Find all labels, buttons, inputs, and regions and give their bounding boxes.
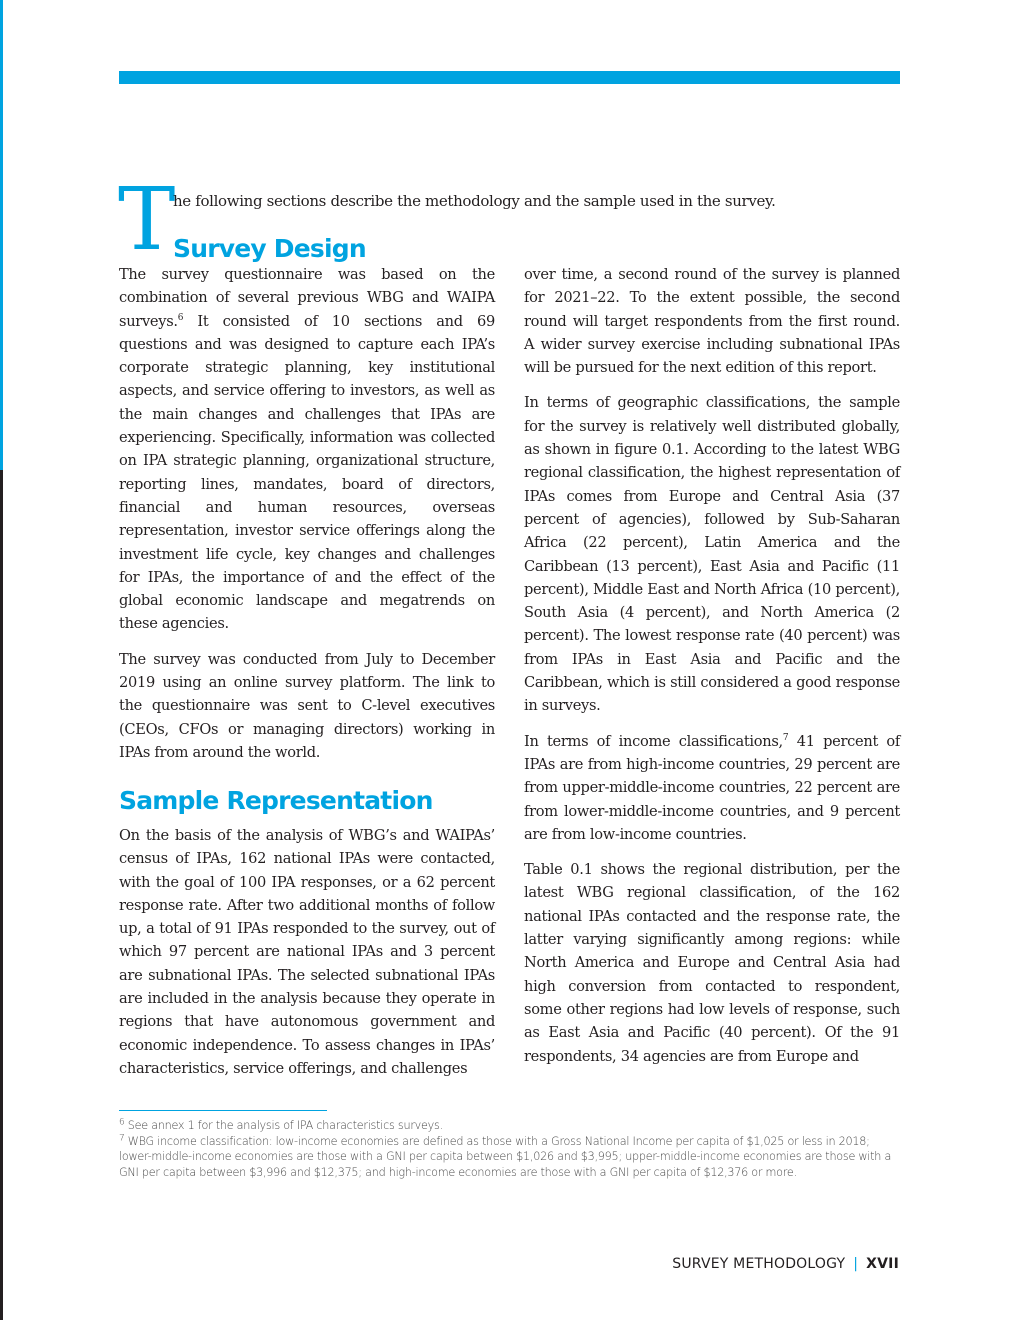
footer-section-title: SURVEY METHODOLOGY [672,1256,846,1272]
sample-paragraph-4: Table 0.1 shows the regional distribution, per the latest WBG regional classification, of the 162 national IPAs contacted and the response rate, the latter varying significantly among regions: while North America and Europe and Central Asia had high conversion from contacted to respondent, some other regions had low levels of response, such as East Asia and Pacific (40 percent). Of the 91 respondents, 34 agencies are from Europe and [524,861,900,1065]
sample-paragraph-1-continued: over time, a second round of the survey is planned for 2021–22. To the extent possible, the second round will target respondents from the first round. A wider survey exercise including subnational IPAs will be pursued for the next edition of this report. [524,266,900,377]
para-text: 41 percent of IPAs are from high-income countries, 29 percent are from upper-middle-income countries, 22 percent are from lower-middle-income countries, and 9 percent are from low-income countries. [524,732,900,843]
para-text: It consisted of 10 sections and 69 questions and was designed to capture each IPA’s corporate strategic planning, key institutional aspects, and service offering to investors, as well as the main changes and challenges that IPAs are experiencing. Specifically, information was collected on IPA strategic planning, organizational structure, reporting lines, mandates, board of directors, financial and human resources, overseas representation, investor service offerings along the investment life cycle, key changes and challenges for IPAs, the importance of and the effect of the global economic landscape and megatrends on these agencies. [119,312,495,633]
sample-paragraph-2: In terms of geographic classifications, the sample for the survey is relatively well distributed globally, as shown in figure 0.1. According to the latest WBG regional classification, the highest representation of IPAs comes from Europe and Central Asia (37 percent of agencies), followed by Sub-Saharan Africa (22 percent), Latin America and the Caribbean (13 percent), East Asia and Pacific (11 percent), Middle East and North Africa (10 percent), South Asia (4 percent), and North America (2 percent). The lowest response rate (40 percent) was from IPAs in East Asia and Pacific and the Caribbean, which is still considered a good response in surveys. [524,394,900,715]
heading-survey-design: Survey Design [173,234,366,263]
drop-cap: T [118,170,176,270]
survey-design-body [119,263,495,764]
footnote-number: 7 [119,1132,125,1143]
left-edge-dark [0,470,3,1320]
footnote-text: See annex 1 for the analysis of IPA characteristics surveys. [124,1119,443,1132]
footnote-ref-6[interactable]: 6 [177,312,184,323]
left-edge-accent [0,0,3,470]
footnotes [119,1118,900,1180]
page-footer [672,1256,899,1272]
sample-paragraph-1: On the basis of the analysis of WBG’s and WAIPAs’ census of IPAs, 162 national IPAs were contacted, with the goal of 100 IPA responses, or a 62 percent response rate. After two additional months of follow up, a total of 91 IPAs responded to the survey, out of which 97 percent are national IPAs and 3 percent are subnational IPAs. The selected subnational IPAs are included in the analysis because they operate in regions that have autonomous government and economic independence. To assess changes in IPAs’ characteristics, service offerings, and challenges [119,827,495,1077]
heading-sample-representation: Sample Representation [119,786,433,815]
sample-paragraph-3 [524,730,900,846]
survey-design-paragraph-2: The survey was conducted from July to December 2019 using an online survey platform. The link to the questionnaire was sent to C-level executives (CEOs, CFOs or managing directors) working in IPAs from around the world. [119,650,495,761]
footnote-number: 6 [119,1117,125,1128]
footer-separator: | [853,1256,859,1272]
top-accent-bar [119,71,900,84]
right-column-body [524,263,900,1068]
footnote-ref-7[interactable]: 7 [782,732,789,743]
footnote-text: WBG income classification: low-income economies are defined as those with a Gross National Income per capita of $1,025 or less in 2018; lower-middle-income economies are those with a GNI per capita between $1,026 and $3,995; upper-middle-income economies are those with a GNI per capita between $3,996 and $12,375; and high-income economies are those with a GNI per capita of $12,376 or more. [119,1134,892,1179]
sample-representation-body [119,824,495,1080]
footnote-divider [119,1110,327,1111]
intro-sentence: he following sections describe the methodology and the sample used in the survey. [173,192,776,210]
survey-design-paragraph-1 [119,263,495,636]
footnote-7 [119,1134,900,1181]
para-text: In terms of income classifications, [524,732,783,750]
para-text: The survey questionnaire was based on the combination of several previous WBG and WAIPA surveys. [119,266,495,330]
page-number: XVII [866,1256,899,1272]
footnote-6 [119,1118,900,1134]
